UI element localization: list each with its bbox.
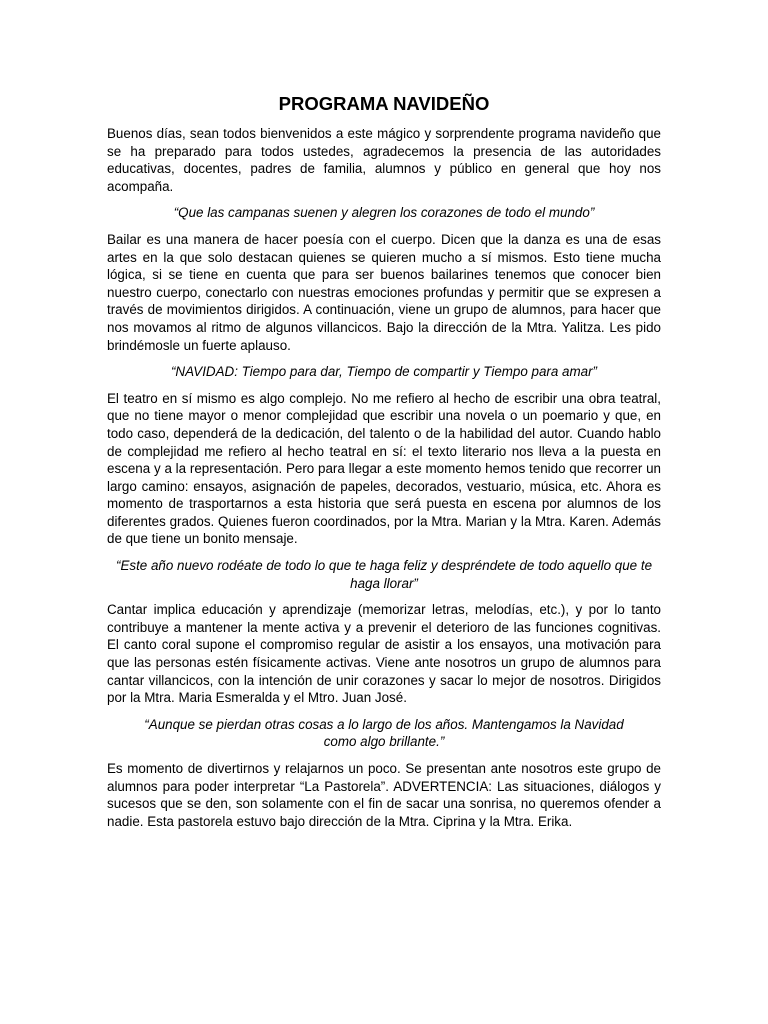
document-title: PROGRAMA NAVIDEÑO: [278, 93, 490, 114]
quote-campanas: “Que las campanas suenen y alegren los corazones de todo el mundo”: [173, 205, 595, 221]
paragraph-teatro: El teatro en sí mismo es algo complejo. No me refiero al hecho de escribir una obra teatral, que no tiene mayor o menor complejidad que escribir una novela o un poemario y que, en todo caso, dependerá de la dedicación, del talento o de la habilidad del autor. Cuando hablo de complejidad me refiero al hecho teatral en sí: el texto literario nos lleva a la puesta en escena y a la representación. Pero para llegar a este momento hemos tenido que recorrer un largo camino: ensayos, asignación de papeles, decorados, vestuario, música, etc. Ahora es momento de trasportarnos a esta historia que será puesta en escena por alumnos de los diferentes grados. Quienes fueron coordinados, por la Mtra. Marian y la Mtra. Karen. Además de que tiene un bonito mensaje.: [107, 390, 661, 547]
quote-ano-nuevo: “Este año nuevo rodéate de todo lo que te haga feliz y despréndete de todo aquello que te haga llorar”: [115, 558, 653, 591]
quote-navidad: “NAVIDAD: Tiempo para dar, Tiempo de compartir y Tiempo para amar”: [170, 364, 598, 380]
paragraph-canto: Cantar implica educación y aprendizaje (memorizar letras, melodías, etc.), y por lo tanto contribuye a mantener la mente activa y a prevenir el deterioro de las funciones cognitivas. El canto coral supone el compromiso regular de asistir a los ensayos, una motivación para que las personas estén físicamente activas. Viene ante nosotros un grupo de alumnos para cantar villancicos, con la intención de unir corazones y sacar lo mejor de nosotros. Dirigidos por la Mtra. Maria Esmeralda y el Mtro. Juan José.: [107, 602, 661, 706]
paragraph-danza: Bailar es una manera de hacer poesía con el cuerpo. Dicen que la danza es una de esas artes en la que solo destacan quienes se quieren mucho a sí mismos. Esto tiene mucha lógica, si se tiene en cuenta que para ser buenos bailarines tenemos que conocer bien nuestro cuerpo, conectarlo con nuestras emociones profundas y permitir que se expresen a través de movimientos dirigidos. A continuación, viene un grupo de alumnos, para hacer que nos movamos al ritmo de algunos villancicos. Bajo la dirección de la Mtra. Yalitza. Les pido brindémosle un fuerte aplauso.: [107, 231, 661, 353]
document-page: [107, 92, 661, 839]
paragraph-pastorela: Es momento de divertirnos y relajarnos un poco. Se presentan ante nosotros este grupo de alumnos para poder interpretar “La Pastorela”. ADVERTENCIA: Las situaciones, diálogos y sucesos que se den, son solamente con el fin de sacar una sonrisa, no queremos ofender a nadie. Esta pastorela estuvo bajo dirección de la Mtra. Ciprina y la Mtra. Erika.: [107, 761, 661, 829]
quote-navidad-brillante: “Aunque se pierdan otras cosas a lo largo de los años. Mantengamos la Navidad como algo brillante.”: [144, 716, 624, 750]
paragraph-welcome: Buenos días, sean todos bienvenidos a este mágico y sorprendente programa navideño que se ha preparado para todos ustedes, agradecemos la presencia de las autoridades educativas, docentes, padres de familia, alumnos y público en general que hoy nos acompaña.: [107, 126, 661, 194]
